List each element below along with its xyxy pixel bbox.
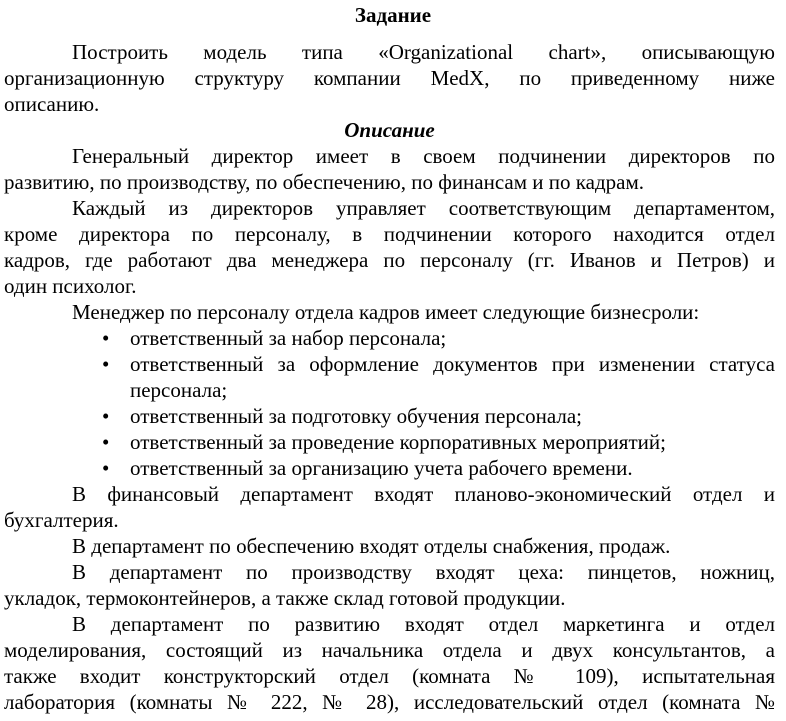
text-line: В департамент по обеспечению входят отделы снабжения, продаж. — [72, 534, 671, 558]
text-line: • ответственный за организацию учета рабочего времени. — [102, 456, 633, 480]
paragraph — [4, 611, 775, 715]
text-line: кадров, где работают два менеджера по персоналу (гг. Иванов и Петров) и — [4, 248, 775, 272]
bullet-item — [4, 351, 775, 403]
bullet-icon: • — [102, 430, 110, 454]
text-line: • ответственный за подготовку обучения персонала; — [102, 404, 583, 428]
bullet-item — [4, 403, 775, 429]
text-line: • ответственный за набор персонала; — [102, 326, 447, 350]
paragraph — [4, 195, 775, 299]
text-line: Каждый из директоров управляет соответствующим департаментом, — [72, 196, 775, 220]
text-line: описанию. — [4, 92, 100, 116]
paragraph — [4, 559, 775, 611]
paragraph — [4, 39, 775, 117]
text-line: В департамент по развитию входят отдел маркетинга и отдел — [72, 612, 775, 636]
bullet-item — [4, 325, 775, 351]
text-line: В департамент по производству входят цеха: пинцетов, ножниц, — [72, 560, 775, 584]
text-line: один психолог. — [4, 274, 137, 298]
text-line: • ответственный за оформление документов при изменении статуса — [102, 352, 775, 376]
heading-task: Задание — [354, 3, 432, 27]
subheading-description — [4, 117, 775, 143]
bullet-icon: • — [102, 404, 110, 428]
paragraph — [4, 299, 775, 325]
text-line: развитию, по производству, по обеспечению, по финансам и по кадрам. — [4, 170, 645, 194]
document-body — [4, 39, 775, 715]
paragraph — [4, 143, 775, 195]
text-line: Описание — [344, 118, 435, 142]
paragraph — [4, 481, 775, 533]
bullet-icon: • — [102, 326, 110, 350]
text-line: персонала; — [130, 378, 228, 402]
text-line: лаборатория (комнаты № 222, № 28), исследовательский отдел (комната № — [4, 690, 775, 714]
bullet-icon: • — [102, 352, 110, 376]
paragraph — [4, 533, 775, 559]
text-line: В финансовый департамент входят планово-экономический отдел и — [72, 482, 775, 506]
text-line: моделирования, состоящий из начальника отдела и двух консультантов, а — [4, 638, 775, 662]
text-line: организационную структуру компании MedX, по приведенному ниже — [4, 66, 775, 90]
text-line: кроме директора по персоналу, в подчинении которого находится отдел — [4, 222, 775, 246]
text-line: Генеральный директор имеет в своем подчинении директоров по — [72, 144, 775, 168]
text-line: также входит конструкторский отдел (комната № 109), испытательная — [4, 664, 775, 688]
text-line: укладок, термоконтейнеров, а также склад готовой продукции. — [4, 586, 566, 610]
bullet-item — [4, 429, 775, 455]
text-line: • ответственный за проведение корпоративных мероприятий; — [102, 430, 666, 454]
text-line: бухгалтерия. — [4, 508, 119, 532]
text-line: Менеджер по персоналу отдела кадров имеет следующие бизнесроли: — [72, 300, 700, 324]
bullet-icon: • — [102, 456, 110, 480]
bullet-item — [4, 455, 775, 481]
text-line: Построить модель типа «Organizational chart», описывающую — [72, 40, 775, 64]
